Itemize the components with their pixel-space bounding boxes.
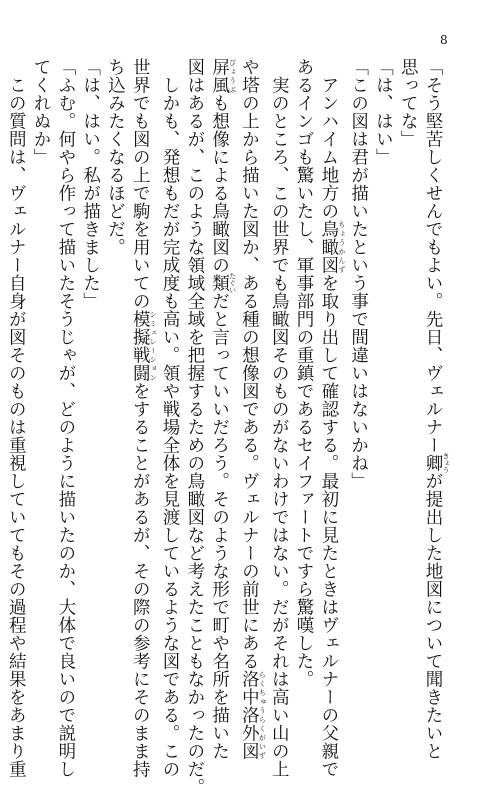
ruby-text: 洛中洛外図 らくちゅうらくがいず	[239, 670, 267, 760]
text-line: アンハイム地方の鳥瞰図 ちょうかんずを取り出して確認する。最初に見たときはヴェルナーの父親で	[318, 58, 346, 778]
text-line: 「そう堅苦しくせんでもよい。先日、ヴェルナー卿 きょうが提出した地図について聞きたいと	[423, 58, 450, 760]
ruby-text: 模擬戦闘 シミュレーション	[130, 310, 158, 382]
text-line: あるインゴも驚いたし、軍事部門の重鎮であるセイファートですら驚嘆した。	[294, 58, 315, 688]
text-line: 「は、はい」	[373, 58, 394, 166]
ruby-text: 屏風 びょうぶ	[209, 58, 237, 94]
text-line: 「ふむ。何やら作って描いたそうじゃが、どのように描いたのか、大体で良いので説明し	[55, 58, 76, 778]
text-line: 世界でも図の上で駒を用いての模擬戦闘 シミュレーションをすることがあるが、その際の参考にそのまま持	[130, 58, 158, 778]
text-line: 実のところ、この世界でも鳥瞰図そのものがないわけではない。だがそれは高い山の上	[269, 58, 290, 778]
text-line: しかも、発想もだが完成度も高い。領や戦場全体を見渡しているような図である。この	[160, 58, 181, 778]
text-line: てくれぬか」	[31, 58, 52, 166]
body-text	[6, 58, 450, 796]
ruby-text: 卿 きょう	[423, 452, 450, 474]
text-line: 「この図は君が描いたという事で間違いはないかね」	[348, 58, 369, 490]
text-line: ち込みたくなるほどだ。	[105, 58, 126, 256]
ruby-text: 鳥瞰図 ちょうかんず	[318, 220, 346, 274]
text-line: 「は、はい。私が描きました」	[80, 58, 101, 310]
text-line: や塔の上から描いた図か、ある種の想像図である。ヴェルナーの前世にある洛中洛外図 らくちゅうらくがいず	[239, 58, 267, 760]
ruby-text: 類 たぐい	[209, 272, 237, 294]
text-line: 屏風 びょうぶも想像による鳥瞰図の類 たぐいだと言っていいだろう。そのような形で町や名所を描いた	[209, 58, 237, 760]
page-number: 8	[440, 33, 448, 47]
text-line: この質問は、ヴェルナー自身が図そのものは重視していてもその過程や結果をあまり重	[6, 58, 27, 778]
text-line: 思ってな」	[398, 58, 419, 148]
text-line: 図はあるが、このような領域全域を把握するための鳥瞰図など考えたこともなかったのだ。	[184, 58, 205, 796]
